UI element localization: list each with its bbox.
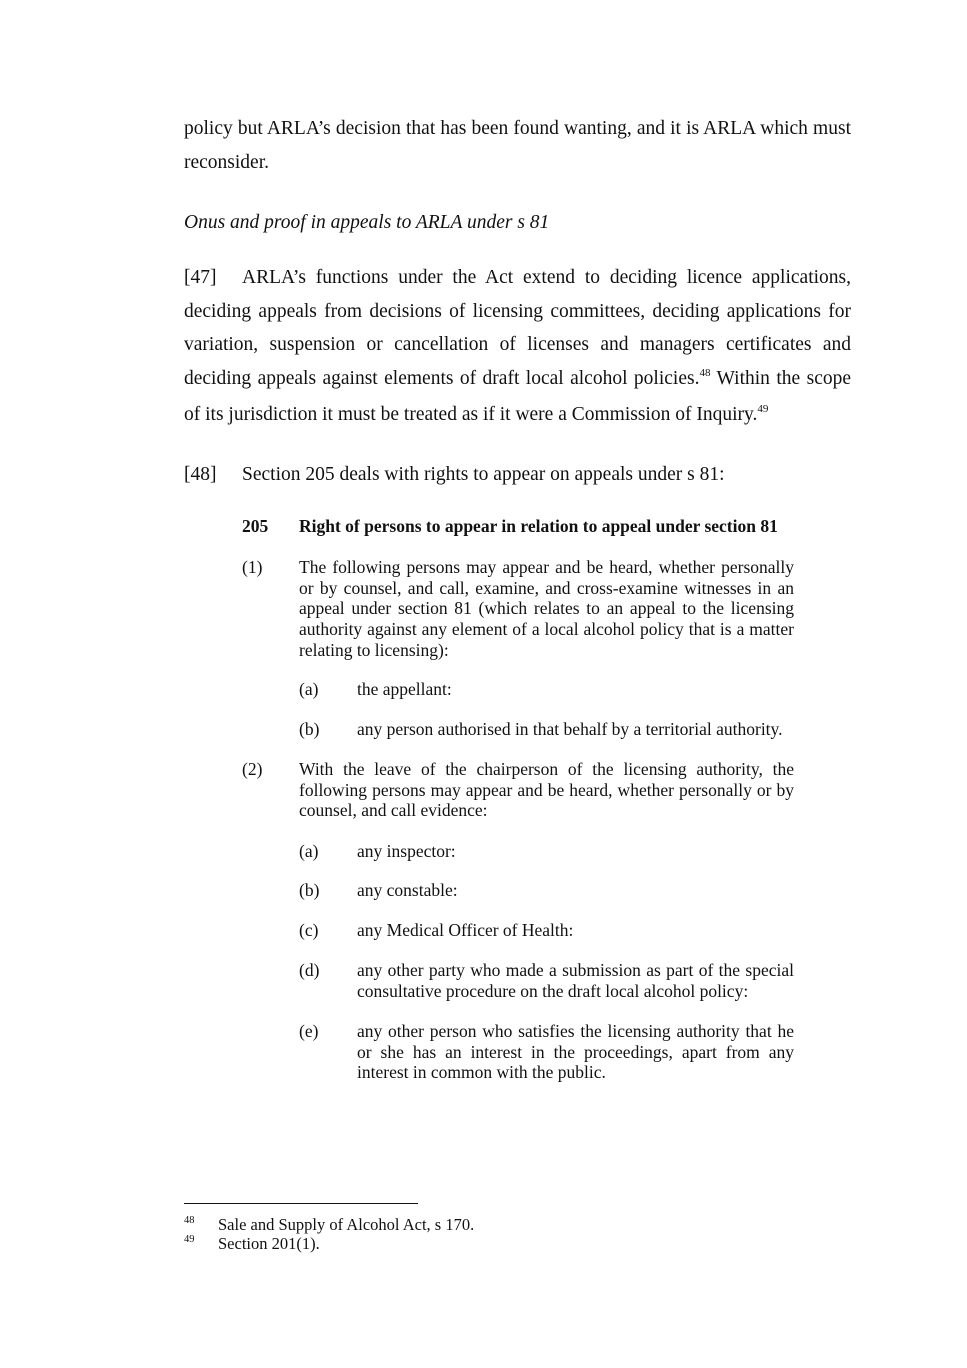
subsection-text: With the leave of the chairperson of the licensing authority, the following persons may appear and be heard, whether personally or by counsel, and call evidence: [299,759,794,821]
item-text: any person authorised in that behalf by a territorial authority. [357,719,783,739]
paragraph-number: [47] [184,267,217,288]
subsection-label: (2) [242,759,263,779]
subsection-text: The following persons may appear and be heard, whether personally or by counsel, and call, examine, and cross-examine witnesses in an appeal under section 81 (which relates to an appeal to the licensing authority against any element of a local alcohol policy that is a matter relating to licensing): [299,557,794,660]
footnote-reference[interactable]: 49 [757,403,769,415]
paragraph-number: [48] [184,464,217,485]
item-label: (c) [299,920,319,940]
footnote-number: 48 [184,1215,195,1226]
paragraph-47 [184,261,851,435]
continuation-paragraph: policy but ARLA’s decision that has been found wanting, and it is ARLA which must reconsider. [184,118,851,173]
footnote-number: 49 [184,1234,195,1245]
footnote-reference[interactable]: 48 [699,366,711,379]
item-label: (d) [299,960,320,980]
item-label: (e) [299,1021,319,1041]
paragraph-text: ARLA’s functions under the Act extend to deciding licence applications, deciding appeals from decisions of licensing committees, deciding applications for variation, suspension or cancellation of licenses and managers certificates and deciding appeals against elements of draft local alcohol policies. [184,267,851,389]
item-text: any inspector: [357,841,456,861]
item-text: any other person who satisfies the licensing authority that he or she has an interest in the proceedings, apart from any interest in common with the public. [357,1021,794,1083]
section-title: Right of persons to appear in relation to appeal under section 81 [299,516,778,536]
footnote-text: Section 201(1). [218,1234,320,1253]
subsection-label: (1) [242,557,263,577]
section-number: 205 [242,516,269,536]
item-text: any Medical Officer of Health: [357,920,574,940]
item-label: (a) [299,841,319,861]
item-label: (b) [299,880,320,900]
item-text: any constable: [357,880,458,900]
item-text: the appellant: [357,679,452,699]
item-text: any other party who made a submission as part of the special consultative procedure on the draft local alcohol policy: [357,960,794,1001]
paragraph-48 [184,458,851,492]
paragraph-text: Within the scope of its jurisdiction it must be treated as if it were a Commission of Inquiry. [184,367,852,425]
item-label: (a) [299,679,319,699]
section-heading: Onus and proof in appeals to ARLA under s 81 [184,212,550,233]
footnote-divider [184,1203,418,1204]
paragraph-text: Section 205 deals with rights to appear on appeals under s 81: [242,464,725,485]
footnote-text: Sale and Supply of Alcohol Act, s 170. [218,1215,475,1234]
item-label: (b) [299,719,320,739]
